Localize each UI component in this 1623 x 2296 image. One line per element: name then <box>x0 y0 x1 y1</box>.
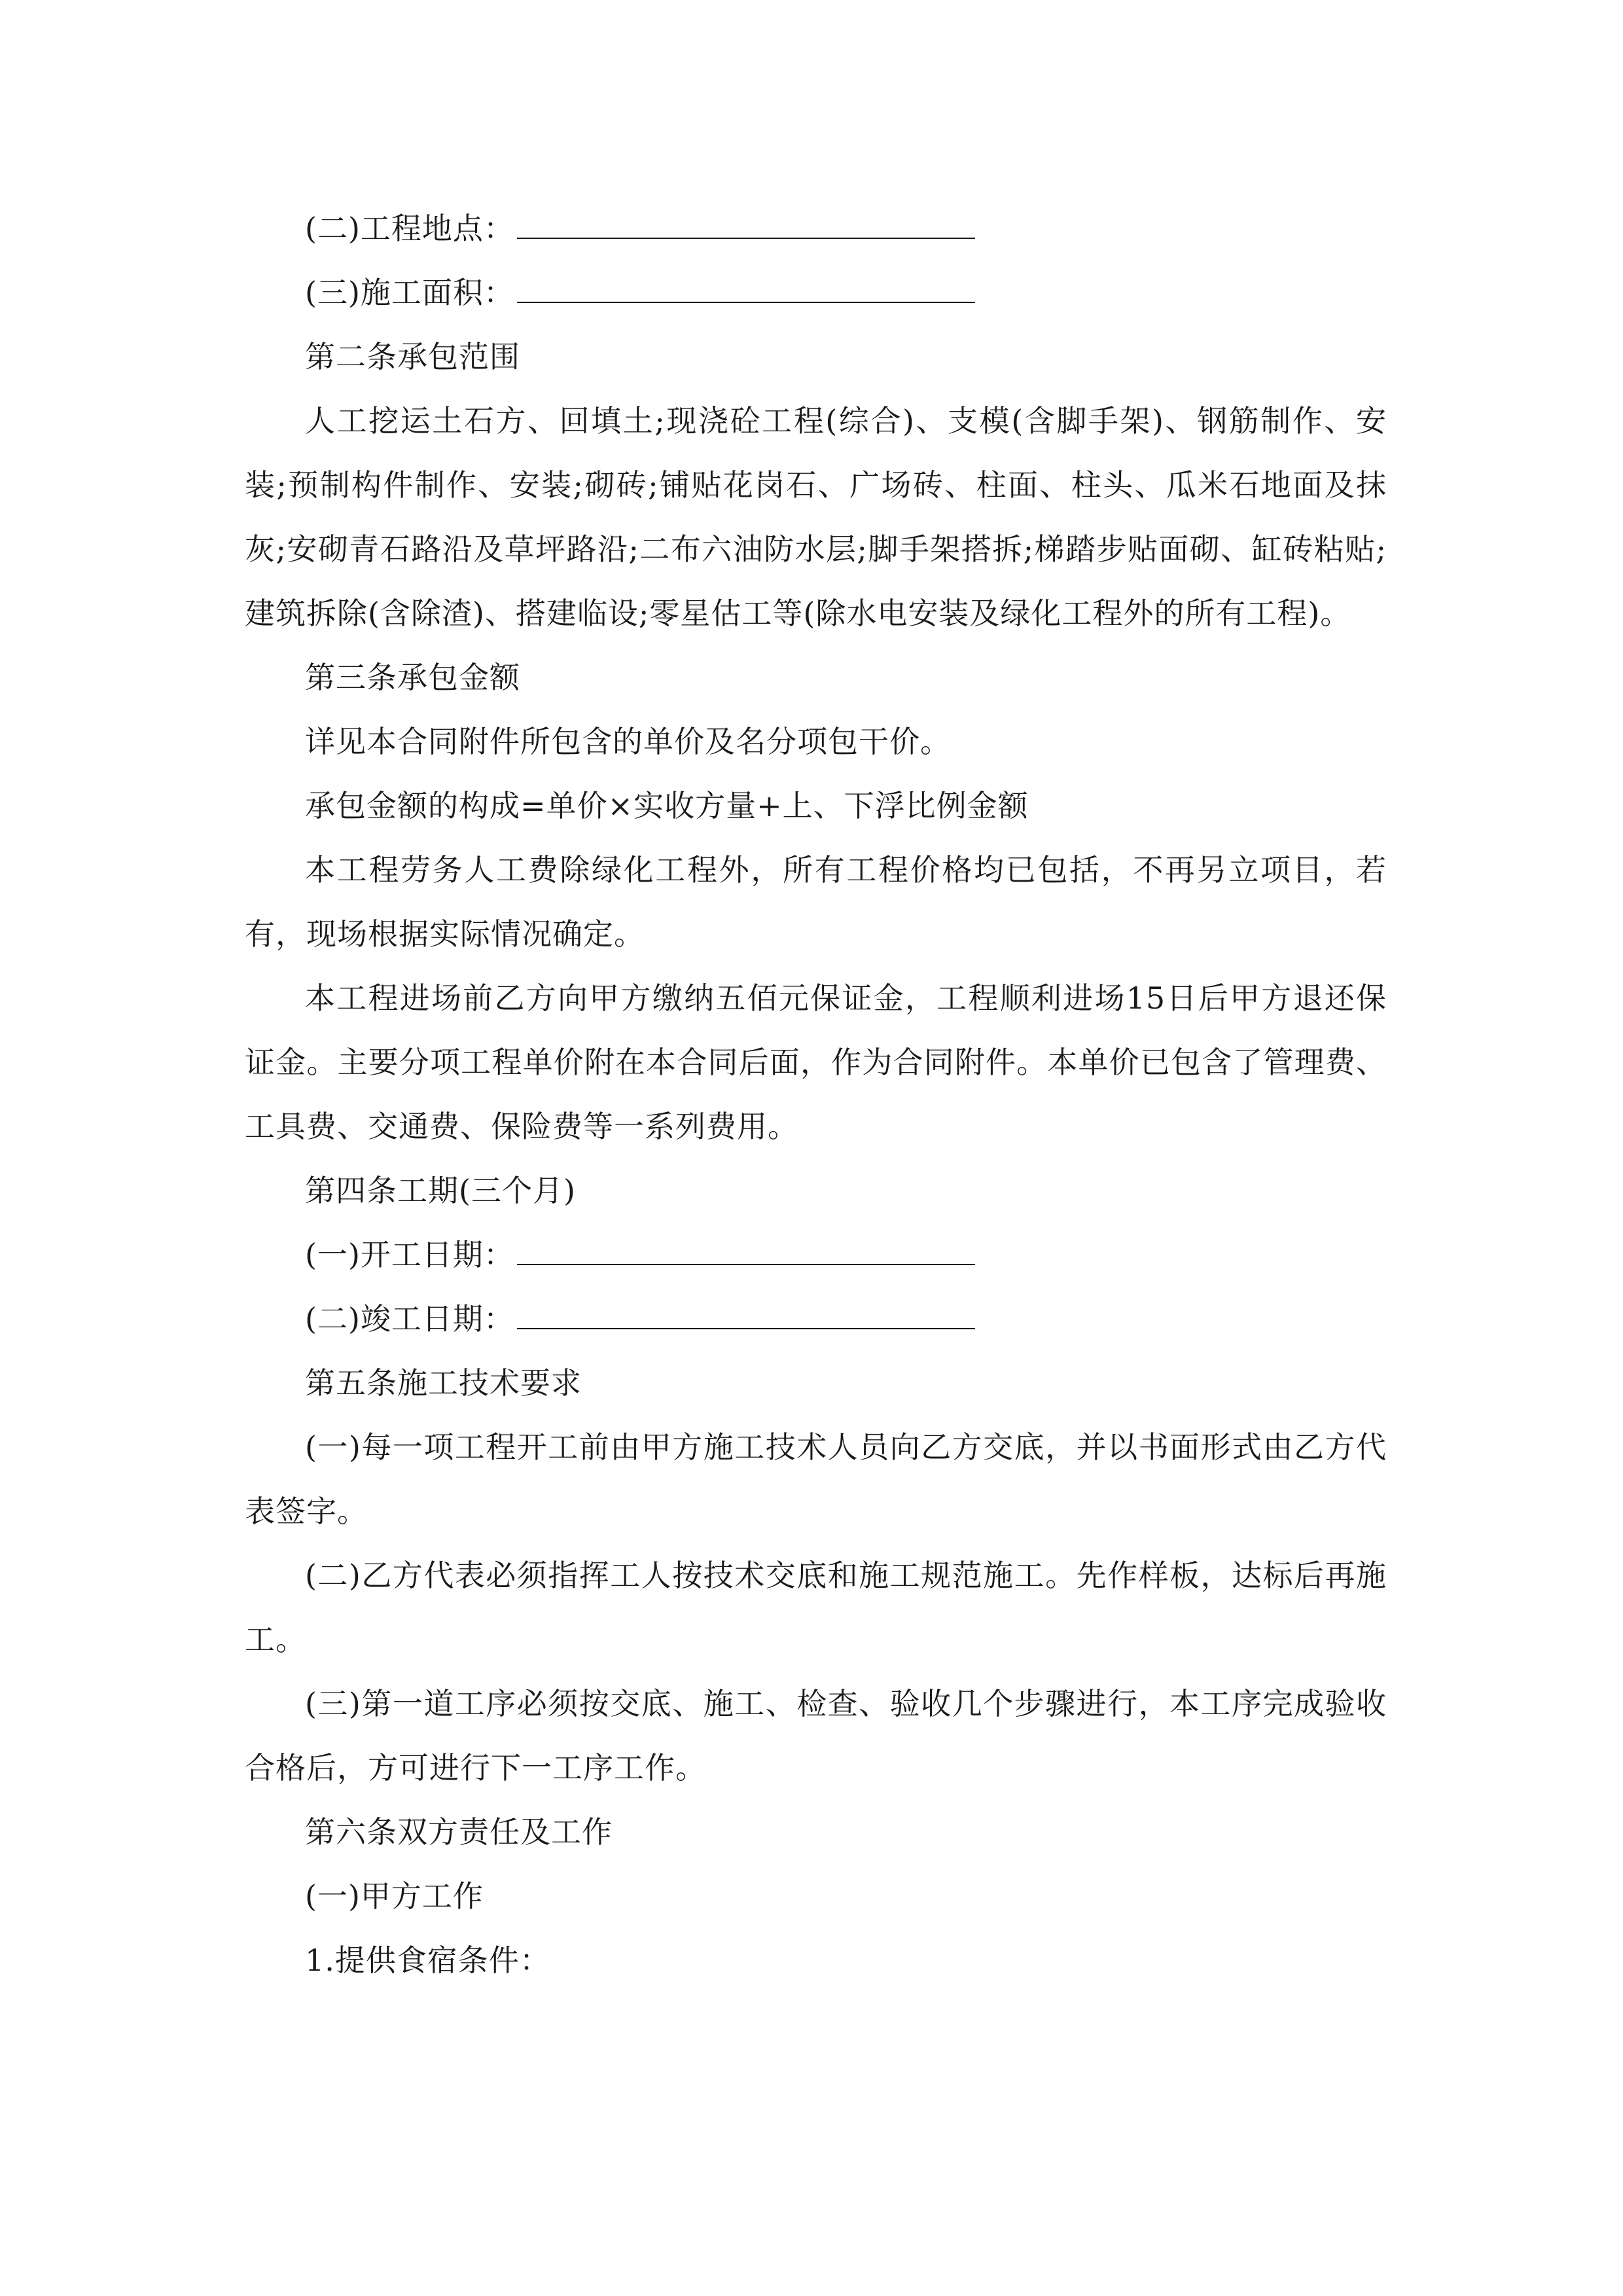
article-3-body-2: 承包金额的构成=单价×实收方量+上、下浮比例金额 <box>305 788 1029 823</box>
fill-in-blank-line <box>517 262 975 303</box>
article-3-body-4: 本工程进场前乙方向甲方缴纳五佰元保证金，工程顺利进场15日后甲方退还保证金。主要分项工程单价附在本合同后面，作为合同附件。本单价已包含了管理费、工具费、交通费、保险费等一系列费用。 <box>245 980 1387 1144</box>
fill-in-blank-line <box>517 1289 975 1329</box>
article-6-item-1: 1.提供食宿条件： <box>305 1943 550 1978</box>
article-5-item-1: (一)每一项工程开工前由甲方施工技术人员向乙方交底，并以书面形式由乙方代表签字。 <box>245 1429 1387 1529</box>
article-2-heading: 第二条承包范围 <box>305 339 520 374</box>
article-3-body-1: 详见本合同附件所包含的单价及名分项包干价。 <box>305 724 951 759</box>
fill-in-blank-line <box>517 198 975 239</box>
article-4-heading: 第四条工期(三个月) <box>305 1173 576 1208</box>
article-5-item-2: (二)乙方代表必须指挥工人按技术交底和施工规范施工。先作样板，达标后再施工。 <box>245 1558 1387 1657</box>
article-5-item-3: (三)第一道工序必须按交底、施工、检查、验收几个步骤进行，本工序完成验收合格后，方可进行下一工序工作。 <box>245 1686 1387 1785</box>
article-2-body: 人工挖运土石方、回填土;现浇砼工程(综合)、支模(含脚手架)、钢筋制作、安装;预制构件制作、安装;砌砖;铺贴花岗石、广场砖、柱面、柱头、瓜米石地面及抹灰;安砌青石路沿及草坪路沿;二布六油防水层;脚手架搭拆;梯踏步贴面砌、缸砖粘贴;建筑拆除(含除渣)、搭建临设;零星估工等(除水电安装及绿化工程外的所有工程)。 <box>245 403 1387 631</box>
item-start-date: (一)开工日期： <box>245 1223 1387 1287</box>
document-body <box>245 196 1387 1992</box>
article-6-heading: 第六条双方责任及工作 <box>305 1814 613 1850</box>
article-6-subheading-party-a: (一)甲方工作 <box>305 1878 484 1914</box>
item-completion-date: (二)竣工日期： <box>245 1287 1387 1351</box>
article-5-heading: 第五条施工技术要求 <box>305 1365 582 1401</box>
article-3-body-3: 本工程劳务人工费除绿化工程外，所有工程价格均已包括，不再另立项目，若有，现场根据实际情况确定。 <box>245 852 1387 952</box>
fill-in-blank-line <box>517 1225 975 1265</box>
item-construction-area: (三)施工面积： <box>245 260 1387 325</box>
item-project-location: (二)工程地点： <box>245 196 1387 260</box>
article-3-heading: 第三条承包金额 <box>305 660 520 695</box>
